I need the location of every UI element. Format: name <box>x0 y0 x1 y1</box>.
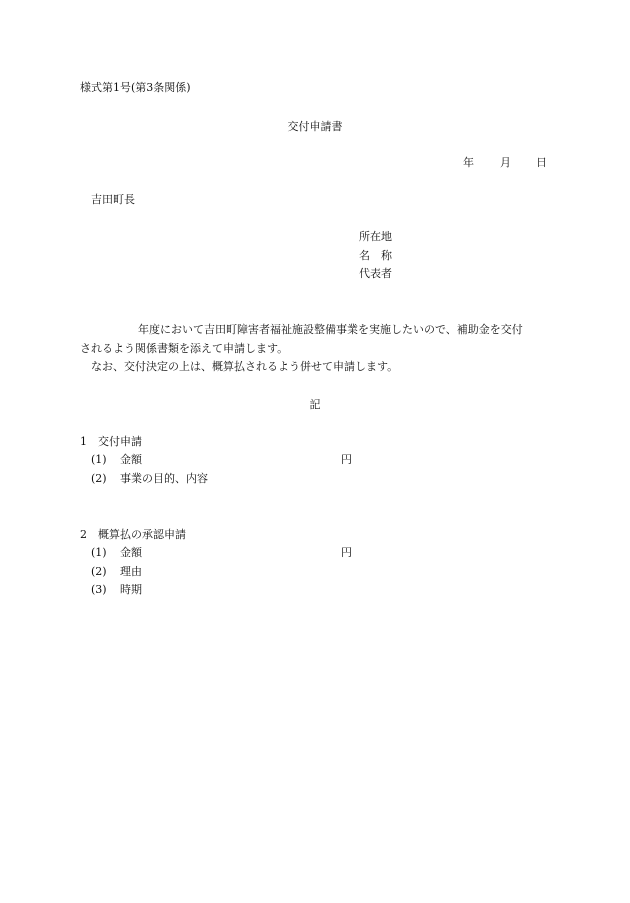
section-2-item-1-unit: 円 <box>341 546 352 559</box>
section-2-item-2-number: (2) <box>91 565 107 578</box>
section-1-item-1-label: 金額 <box>120 453 142 466</box>
section-1-item-2-number: (2) <box>91 472 107 485</box>
section-2-item-3-number: (3) <box>91 583 107 596</box>
section-1-heading: 1 交付申請 <box>80 435 142 448</box>
applicant-name-label: 名 称 <box>359 249 392 262</box>
section-2-item-3-label: 時期 <box>120 583 142 596</box>
body-line-1: 年度において吉田町障害者福祉施設整備事業を実施したいので、補助金を交付 <box>138 323 523 336</box>
body-line-2: されるよう関係書類を添えて申請します。 <box>80 342 289 355</box>
date-month: 月 <box>500 156 511 169</box>
section-1-item-1-unit: 円 <box>341 453 352 466</box>
section-2-item-2-label: 理由 <box>120 565 142 578</box>
document-title: 交付申請書 <box>287 120 343 133</box>
ki-heading: 記 <box>309 398 321 411</box>
body-line-3: なお、交付決定の上は、概算払されるよう併せて申請します。 <box>91 360 399 373</box>
section-1-item-2-label: 事業の目的、内容 <box>120 472 208 485</box>
form-label: 様式第1号(第3条関係) <box>80 81 191 94</box>
date-year: 年 <box>463 156 474 169</box>
section-2-item-1-number: (1) <box>91 546 107 559</box>
section-2-item-1-label: 金額 <box>120 546 142 559</box>
applicant-address-label: 所在地 <box>359 230 392 243</box>
section-2-heading: 2 概算払の承認申請 <box>80 528 186 541</box>
addressee: 吉田町長 <box>91 193 135 206</box>
section-1-item-1-number: (1) <box>91 453 107 466</box>
date-day: 日 <box>536 156 547 169</box>
applicant-representative-label: 代表者 <box>359 267 392 280</box>
